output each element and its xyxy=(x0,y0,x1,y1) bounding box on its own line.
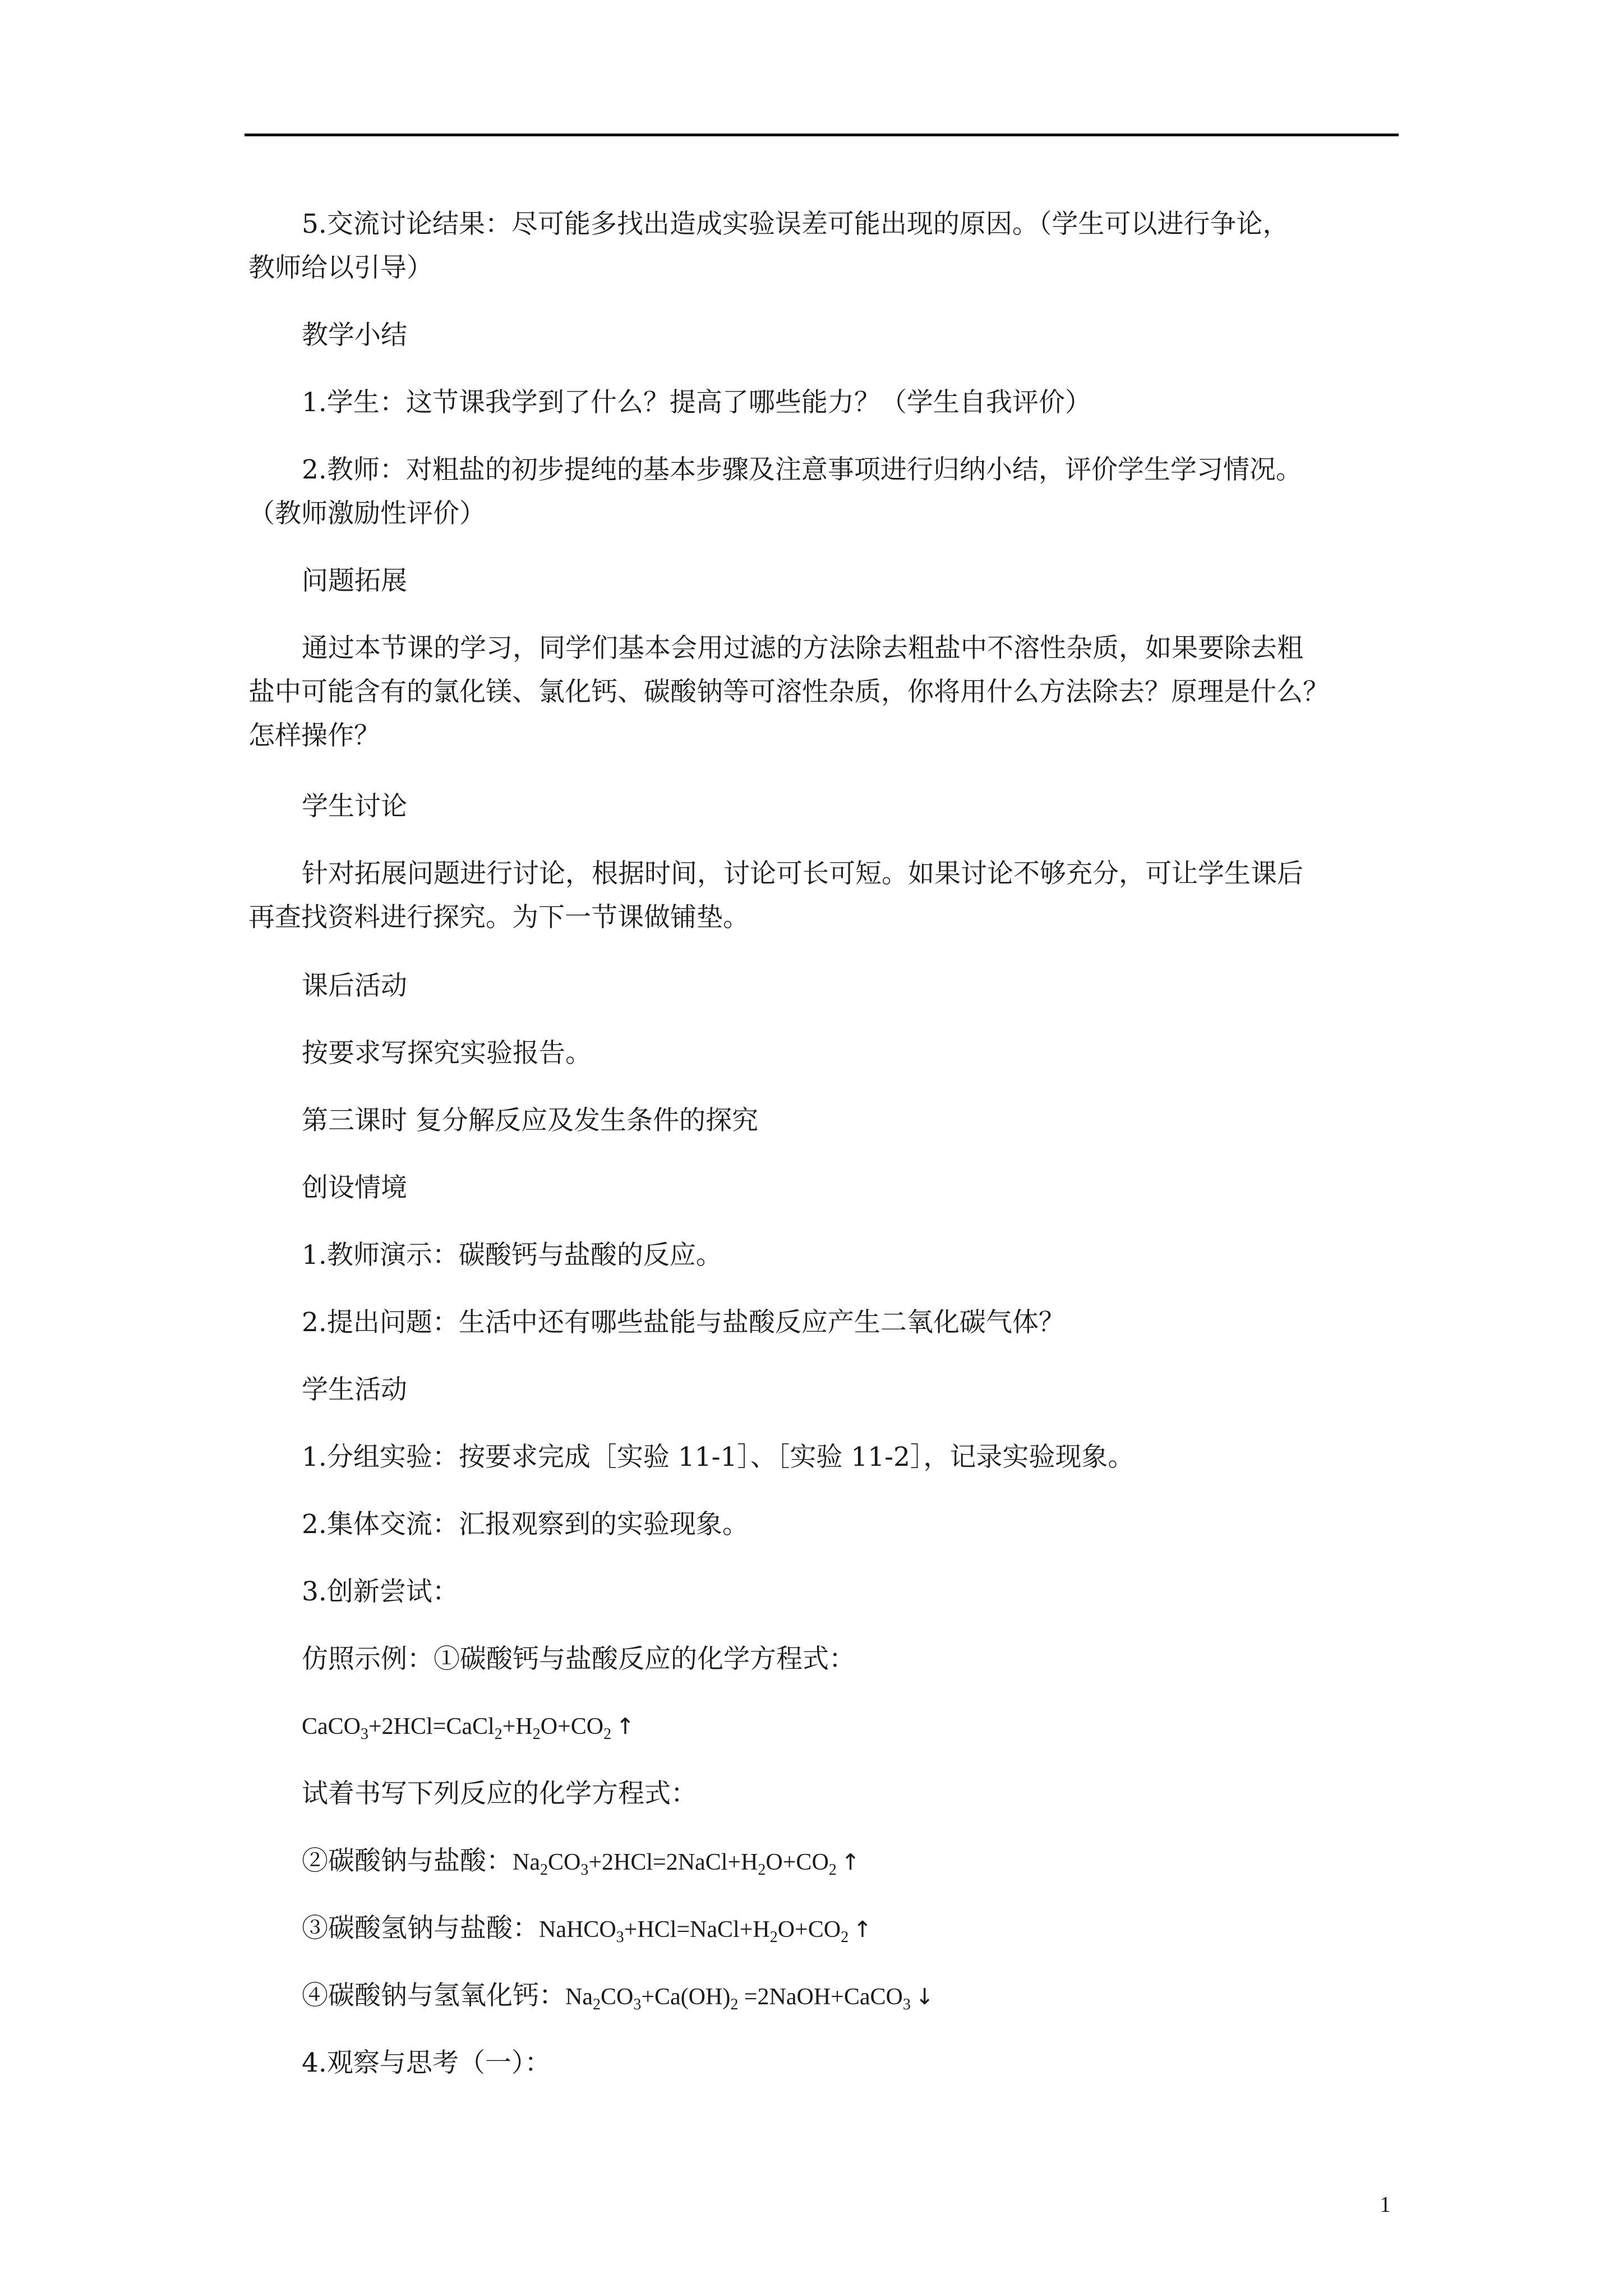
paragraph-line: 怎样操作？ xyxy=(248,720,380,751)
paragraph-line: 仿照示例：①碳酸钙与盐酸反应的化学方程式： xyxy=(302,1644,855,1674)
section-heading: 创设情境 xyxy=(302,1172,407,1203)
paragraph-line: 1.分组实验：按要求完成［实验 11-1］、［实验 11-2］，记录实验现象。 xyxy=(302,1442,1135,1473)
section-heading: 问题拓展 xyxy=(302,565,407,596)
page-number: 1 xyxy=(1380,2192,1391,2217)
paragraph-line: 通过本节课的学习，同学们基本会用过滤的方法除去粗盐中不溶性杂质，如果要除去粗 xyxy=(302,633,1303,664)
chemical-equation-4: ④碳酸钠与氢氧化钙：$Na_2CO_3+Ca(OH)_2$ =2NaOH+CaCO$_3$ ↓ xyxy=(302,1980,934,2013)
section-heading: 课后活动 xyxy=(302,970,407,1001)
arrow-down-icon: ↓ xyxy=(915,1984,934,2010)
paragraph-line: 1.教师演示：碳酸钙与盐酸的反应。 xyxy=(302,1240,722,1271)
section-heading: 学生讨论 xyxy=(302,791,407,822)
section-heading: 教学小结 xyxy=(302,320,407,351)
paragraph-line: 4.观察与思考（一）： xyxy=(302,2047,551,2078)
paragraph-line: 2.教师：对粗盐的初步提纯的基本步骤及注意事项进行归纳小结，评价学生学习情况。 xyxy=(302,454,1302,485)
paragraph-line: 盐中可能含有的氯化镁、氯化钙、碳酸钠等可溶性杂质，你将用什么方法除去？原理是什么？ xyxy=(248,677,1329,707)
paragraph-line: （教师激励性评价） xyxy=(248,498,486,529)
paragraph-line: 教师给以引导） xyxy=(248,252,433,283)
chemical-equation-2: ②碳酸钠与盐酸：$Na_2CO_3+2HCl=2NaCl+H_2O+CO_2$ ↑ xyxy=(302,1846,860,1879)
lesson-title: 第三课时 复分解反应及发生条件的探究 xyxy=(302,1105,758,1136)
section-heading: 学生活动 xyxy=(302,1374,407,1405)
chemical-equation-3: ③碳酸氢钠与盐酸：$NaHCO_3+HCl=NaCl+H_2O+CO_2$ ↑ xyxy=(302,1913,872,1946)
arrow-up-icon: ↑ xyxy=(616,1714,635,1740)
paragraph-line: 1.学生：这节课我学到了什么？提高了哪些能力？（学生自我评价） xyxy=(302,387,1091,418)
arrow-up-icon: ↑ xyxy=(841,1849,860,1875)
chemical-equation-1: $CaCO_3+2HCl=CaCl_2+H_2O+CO_2$ ↑ xyxy=(302,1710,635,1743)
paragraph-line: 针对拓展问题进行讨论，根据时间，讨论可长可短。如果讨论不够充分，可让学生课后 xyxy=(302,858,1303,889)
paragraph-line: 5.交流讨论结果：尽可能多找出造成实验误差可能出现的原因。（学生可以进行争论， xyxy=(302,209,1289,240)
paragraph-line: 再查找资料进行探究。为下一节课做铺垫。 xyxy=(248,902,749,933)
paragraph-line: 3.创新尝试： xyxy=(302,1576,459,1607)
paragraph-line: 试着书写下列反应的化学方程式： xyxy=(302,1778,697,1809)
header-rule xyxy=(245,134,1399,136)
paragraph-line: 2.集体交流：汇报观察到的实验现象。 xyxy=(302,1509,749,1540)
paragraph-line: 2.提出问题：生活中还有哪些盐能与盐酸反应产生二氧化碳气体？ xyxy=(302,1307,1065,1338)
arrow-up-icon: ↑ xyxy=(853,1917,872,1943)
paragraph-line: 按要求写探究实验报告。 xyxy=(302,1038,592,1069)
